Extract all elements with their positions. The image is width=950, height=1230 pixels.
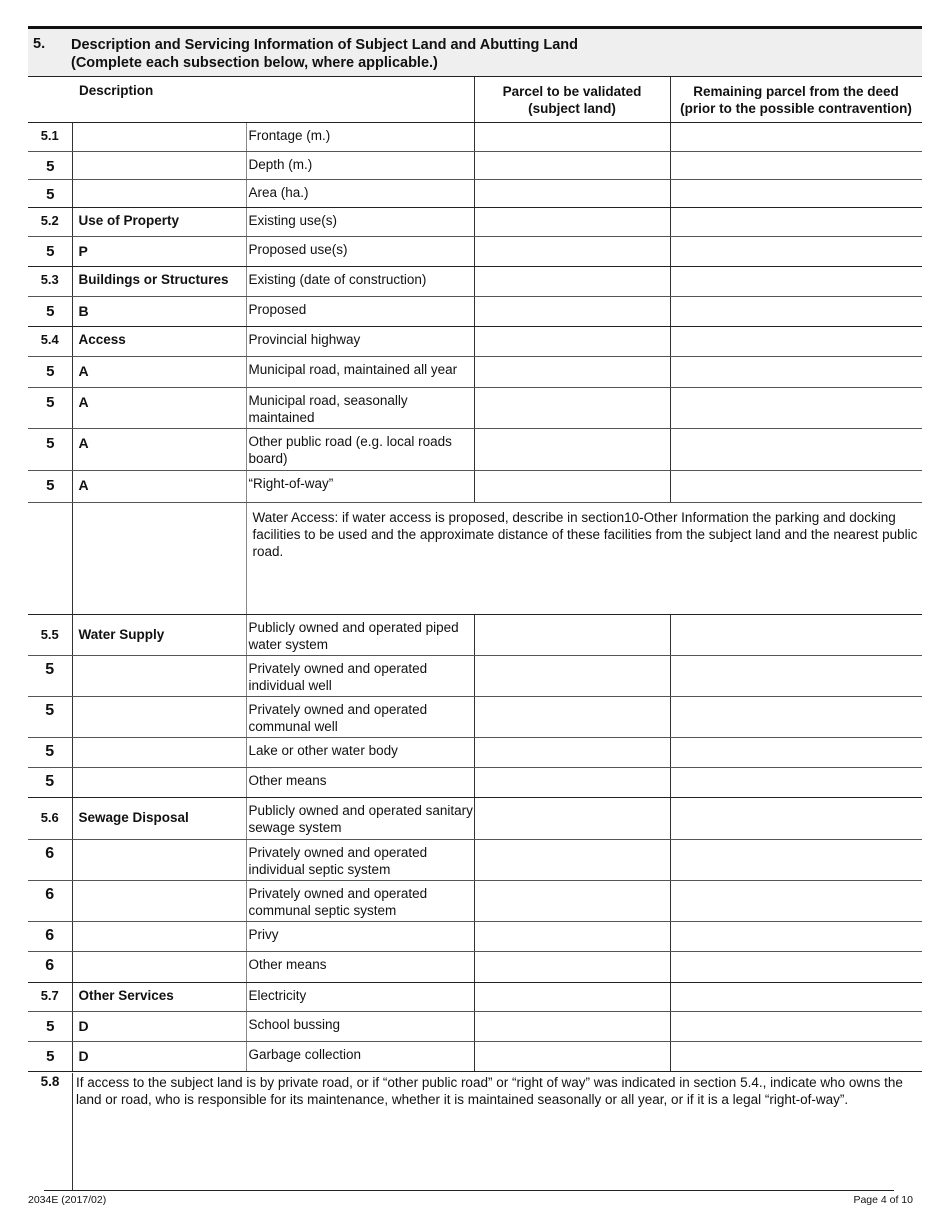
input-remaining-public-water[interactable] xyxy=(670,614,922,655)
input-subject-depth[interactable] xyxy=(474,151,670,179)
table-row xyxy=(28,502,922,614)
input-remaining-individual-septic[interactable] xyxy=(670,839,922,880)
input-subject-water-other[interactable] xyxy=(474,767,670,797)
form-id: 2034E (2017/02) xyxy=(28,1194,107,1206)
input-subject-privy[interactable] xyxy=(474,921,670,951)
input-subject-other-public-road[interactable] xyxy=(474,428,670,470)
item-proposed-buildings: Proposed xyxy=(246,296,474,326)
input-subject-school-bussing[interactable] xyxy=(474,1011,670,1041)
table-row: 5 Depth (m.) xyxy=(28,151,922,179)
table-row: 5 Privately owned and operated communal well xyxy=(28,696,922,737)
input-remaining-garbage[interactable] xyxy=(670,1041,922,1071)
input-subject-proposed-buildings[interactable] xyxy=(474,296,670,326)
item-area: Area (ha.) xyxy=(246,179,474,207)
input-remaining-school-bussing[interactable] xyxy=(670,1011,922,1041)
item-water-other-means: Other means xyxy=(246,767,474,797)
item-right-of-way: “Right-of-way” xyxy=(246,470,474,502)
water-access-note[interactable]: Water Access: if water access is proposed, describe in section10-Other Information the parking and docking facilities to be used and the approximate distance of these facilities from the subject land and the nearest public road. xyxy=(246,502,922,614)
input-remaining-provincial-highway[interactable] xyxy=(670,326,922,356)
table-row: 5 A Municipal road, maintained all year xyxy=(28,356,922,387)
item-private-individual-well: Privately owned and operated individual well xyxy=(246,655,474,696)
table-row: 5.1 Frontage (m.) xyxy=(28,123,922,151)
table-row: 6 Privy xyxy=(28,921,922,951)
item-private-communal-septic: Privately owned and operated communal septic system xyxy=(246,880,474,921)
table-row: 5 D Garbage collection xyxy=(28,1041,922,1071)
col-remaining-parcel-header: Remaining parcel from the deed (prior to the possible contravention) xyxy=(680,84,912,116)
input-subject-provincial-highway[interactable] xyxy=(474,326,670,356)
input-subject-existing-buildings[interactable] xyxy=(474,266,670,296)
input-subject-frontage[interactable] xyxy=(474,123,670,151)
table-row: 5 Other means xyxy=(28,767,922,797)
item-public-sanitary-sewage: Publicly owned and operated sanitary sewage system xyxy=(246,797,474,839)
table-row: 5.2 Use of Property Existing use(s) xyxy=(28,207,922,236)
input-subject-municipal-seasonal[interactable] xyxy=(474,387,670,428)
item-private-individual-septic: Privately owned and operated individual septic system xyxy=(246,839,474,880)
table-row: 5.5 Water Supply Publicly owned and operated piped water system xyxy=(28,614,922,655)
input-remaining-frontage[interactable] xyxy=(670,123,922,151)
label-water-supply: Water Supply xyxy=(78,626,165,642)
input-remaining-communal-well[interactable] xyxy=(670,696,922,737)
section-5-8-instructions: If access to the subject land is by private road, or if “other public road” or “right of way” was indicated in section 5.4., indicate who owns the land or road, who is responsible for its maintenance, whether it is maintained seasonally or all year, or if it is a legal “right-of-way”. xyxy=(76,1075,903,1107)
input-subject-sewage-other[interactable] xyxy=(474,951,670,982)
input-remaining-municipal-all-year[interactable] xyxy=(670,356,922,387)
col-subject-land-header: Parcel to be validated (subject land) xyxy=(502,84,642,116)
input-subject-communal-septic[interactable] xyxy=(474,880,670,921)
item-depth: Depth (m.) xyxy=(246,151,474,179)
item-municipal-road-all-year: Municipal road, maintained all year xyxy=(246,356,474,387)
table-row: 5.4 Access Provincial highway xyxy=(28,326,922,356)
input-remaining-right-of-way[interactable] xyxy=(670,470,922,502)
item-privy: Privy xyxy=(246,921,474,951)
table-row: 5.3 Buildings or Structures Existing (date of construction) xyxy=(28,266,922,296)
table-row: 5 D School bussing xyxy=(28,1011,922,1041)
item-proposed-uses: Proposed use(s) xyxy=(246,236,474,266)
input-remaining-other-public-road[interactable] xyxy=(670,428,922,470)
input-remaining-communal-septic[interactable] xyxy=(670,880,922,921)
table-row: 5 A Other public road (e.g. local roads board) xyxy=(28,428,922,470)
item-municipal-road-seasonal: Municipal road, seasonally maintained xyxy=(246,387,474,428)
item-garbage-collection: Garbage collection xyxy=(246,1041,474,1071)
input-remaining-water-other[interactable] xyxy=(670,767,922,797)
table-row: 6 Other means xyxy=(28,951,922,982)
section-number: 5. xyxy=(33,36,46,52)
section-title: Description and Servicing Information of Subject Land and Abutting Land (Complete each subsection below, where applicable.) xyxy=(71,37,578,71)
table-row: 5 B Proposed xyxy=(28,296,922,326)
item-public-piped-water: Publicly owned and operated piped water system xyxy=(246,614,474,655)
label-other-services: Other Services xyxy=(78,987,174,1003)
item-school-bussing: School bussing xyxy=(246,1011,474,1041)
input-remaining-lake[interactable] xyxy=(670,737,922,767)
input-subject-individual-well[interactable] xyxy=(474,655,670,696)
input-subject-individual-septic[interactable] xyxy=(474,839,670,880)
servicing-table xyxy=(28,123,922,1072)
table-row: 5.7 Other Services Electricity xyxy=(28,982,922,1011)
input-subject-municipal-all-year[interactable] xyxy=(474,356,670,387)
input-subject-proposed-use[interactable] xyxy=(474,236,670,266)
item-frontage: Frontage (m.) xyxy=(246,123,474,151)
item-other-public-road: Other public road (e.g. local roads board) xyxy=(246,428,474,470)
input-remaining-existing-buildings[interactable] xyxy=(670,266,922,296)
input-subject-public-sewage[interactable] xyxy=(474,797,670,839)
label-access: Access xyxy=(78,331,126,347)
table-row: 5.6 Sewage Disposal Publicly owned and operated sanitary sewage system xyxy=(28,797,922,839)
input-remaining-privy[interactable] xyxy=(670,921,922,951)
table-row: 5 P Proposed use(s) xyxy=(28,236,922,266)
section-header xyxy=(28,26,922,76)
input-remaining-proposed-buildings[interactable] xyxy=(670,296,922,326)
input-subject-right-of-way[interactable] xyxy=(474,470,670,502)
input-remaining-individual-well[interactable] xyxy=(670,655,922,696)
label-sewage-disposal: Sewage Disposal xyxy=(78,809,189,825)
input-remaining-electricity[interactable] xyxy=(670,982,922,1011)
column-headers xyxy=(28,76,922,123)
table-row: 5 Area (ha.) xyxy=(28,179,922,207)
col-description-header: Description xyxy=(79,83,154,98)
page-number: Page 4 of 10 xyxy=(853,1194,913,1206)
input-subject-communal-well[interactable] xyxy=(474,696,670,737)
label-use-of-property: Use of Property xyxy=(78,212,180,228)
input-subject-existing-use[interactable] xyxy=(474,207,670,236)
form-page xyxy=(28,26,922,1072)
input-subject-area[interactable] xyxy=(474,179,670,207)
input-remaining-municipal-seasonal[interactable] xyxy=(670,387,922,428)
label-buildings: Buildings or Structures xyxy=(78,271,229,287)
input-subject-lake[interactable] xyxy=(474,737,670,767)
item-existing-uses: Existing use(s) xyxy=(246,207,474,236)
input-remaining-sewage-other[interactable] xyxy=(670,951,922,982)
input-remaining-depth[interactable] xyxy=(670,151,922,179)
input-remaining-proposed-use[interactable] xyxy=(670,236,922,266)
table-row: 5 Lake or other water body xyxy=(28,737,922,767)
input-remaining-existing-use[interactable] xyxy=(670,207,922,236)
input-remaining-public-sewage[interactable] xyxy=(670,797,922,839)
input-subject-public-water[interactable] xyxy=(474,614,670,655)
section-5-8-number: 5.8 xyxy=(40,1074,60,1089)
table-row: 5 A Municipal road, seasonally maintained xyxy=(28,387,922,428)
input-subject-garbage[interactable] xyxy=(474,1041,670,1071)
item-electricity: Electricity xyxy=(246,982,474,1011)
item-sewage-other-means: Other means xyxy=(246,951,474,982)
input-remaining-area[interactable] xyxy=(670,179,922,207)
table-row: 6 Privately owned and operated individual septic system xyxy=(28,839,922,880)
table-row: 5 Privately owned and operated individual well xyxy=(28,655,922,696)
item-provincial-highway: Provincial highway xyxy=(246,326,474,356)
item-lake-water-body: Lake or other water body xyxy=(246,737,474,767)
item-private-communal-well: Privately owned and operated communal well xyxy=(246,696,474,737)
item-existing-buildings: Existing (date of construction) xyxy=(246,266,474,296)
input-subject-electricity[interactable] xyxy=(474,982,670,1011)
table-row: 5 A “Right-of-way” xyxy=(28,470,922,502)
table-row: 6 Privately owned and operated communal septic system xyxy=(28,880,922,921)
